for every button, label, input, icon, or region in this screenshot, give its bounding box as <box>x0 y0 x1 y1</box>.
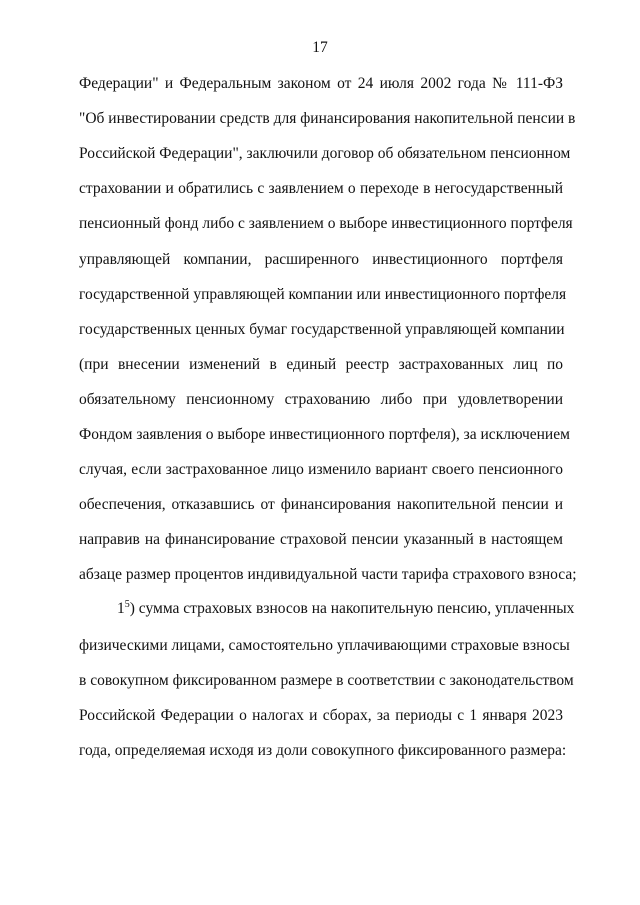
paragraph-1-line-8: государственных ценных бумаг государственной управляющей компании <box>79 321 565 338</box>
paragraph-1-line-1: Федерации" и Федеральным законом от 24 июля 2002 года № 111-ФЗ <box>79 75 563 92</box>
page-number: 17 <box>312 39 328 56</box>
paragraph-1-line-7: государственной управляющей компании или инвестиционного портфеля <box>79 286 567 303</box>
item-number: 1 <box>117 600 125 617</box>
paragraph-1-line-14: направив на финансирование страховой пенсии указанный в настоящем <box>79 531 563 548</box>
paragraph-1-line-12: случая, если застрахованное лицо изменило вариант своего пенсионного <box>79 461 563 478</box>
paragraph-1-line-2: "Об инвестировании средств для финансирования накопительной пенсии в <box>79 110 576 127</box>
paragraph-2-line-5: года, определяемая исходя из доли совокупного фиксированного размера: <box>79 742 567 759</box>
paragraph-1-line-6: управляющей компании, расширенного инвестиционного портфеля <box>79 251 563 268</box>
item-first-line-text: ) сумма страховых взносов на накопительную пенсию, уплаченных <box>129 600 575 617</box>
paragraph-2-line-1 <box>117 598 575 619</box>
paragraph-2-line-4: Российской Федерации о налогах и сборах, за периоды с 1 января 2023 <box>79 707 563 724</box>
paragraph-1-line-13: обеспечения, отказавшись от финансирования накопительной пенсии и <box>79 496 563 513</box>
paragraph-1-line-10: обязательному пенсионному страхованию либо при удовлетворении <box>79 391 563 408</box>
paragraph-1-line-3: Российской Федерации", заключили договор об обязательном пенсионном <box>79 145 571 162</box>
paragraph-1-line-15: абзаце размер процентов индивидуальной части тарифа страхового взноса; <box>79 566 577 583</box>
item-superscript: 5 <box>124 598 130 610</box>
paragraph-1-line-11: Фондом заявления о выборе инвестиционного портфеля), за исключением <box>79 426 570 443</box>
paragraph-1-line-4: страховании и обратились с заявлением о переходе в негосударственный <box>79 180 563 197</box>
paragraph-2-line-3: в совокупном фиксированном размере в соответствии с законодательством <box>79 672 574 689</box>
paragraph-2-line-2: физическими лицами, самостоятельно уплачивающими страховые взносы <box>79 637 570 654</box>
paragraph-1-line-5: пенсионный фонд либо с заявлением о выборе инвестиционного портфеля <box>79 215 573 232</box>
paragraph-1-line-9: (при внесении изменений в единый реестр застрахованных лиц по <box>79 356 563 373</box>
